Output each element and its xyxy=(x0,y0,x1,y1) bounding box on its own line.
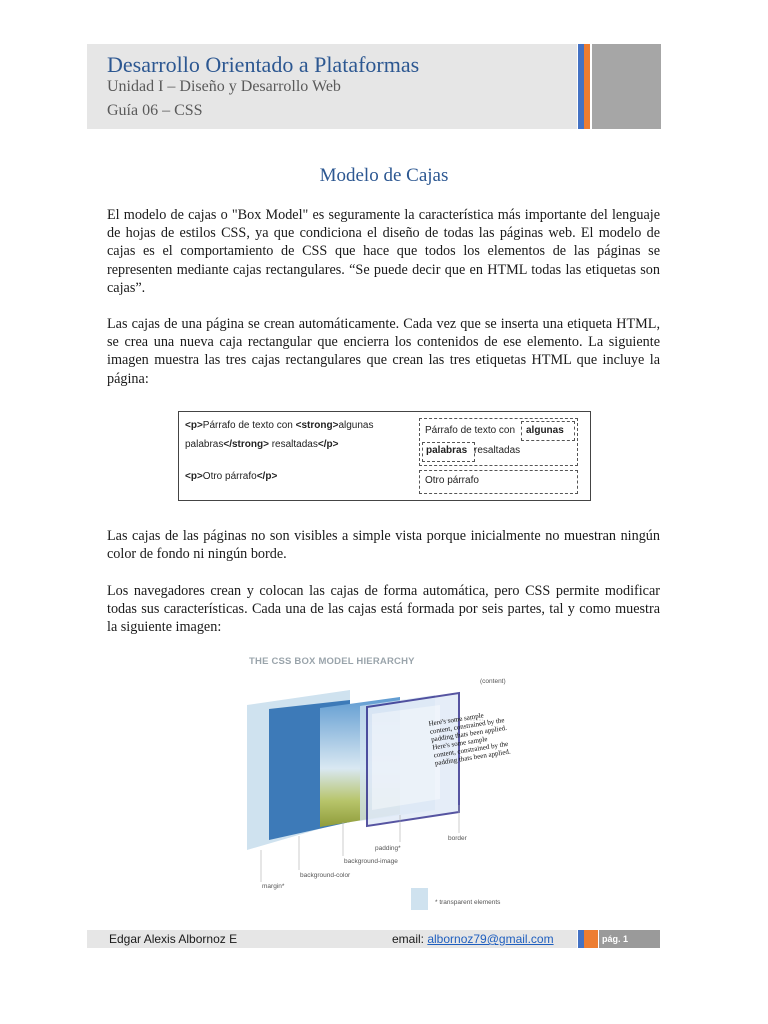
label-background-color: background-color xyxy=(300,872,351,879)
rendered-p2-text: Otro párrafo xyxy=(425,475,479,486)
page-number: pág. 1 xyxy=(599,930,660,948)
email-link[interactable]: albornoz79@gmail.com xyxy=(427,932,554,946)
document-header xyxy=(87,44,577,129)
paragraph-4: Los navegadores crean y colocan las cajas de forma automática, pero CSS permite modificar todas sus características. Cada una de las cajas está formada por seis partes, tal y como muestra la siguiente imagen: xyxy=(107,583,660,636)
paragraph-2: Las cajas de una página se crean automáticamente. Cada vez que se inserta una etiqueta HTML, se crea una nueva caja rectangular que encierra los contenidos de ese elemento. La siguiente imagen muestra las tres cajas rectangulares que crean las tres etiquetas HTML que incluye la página: xyxy=(107,316,660,387)
box-model-layers xyxy=(245,650,545,920)
paragraph-3: Las cajas de las páginas no son visibles a simple vista porque inicialmente no muestran ningún color de fondo ni ningún borde. xyxy=(107,528,660,563)
email-line xyxy=(392,932,554,946)
course-title: Desarrollo Orientado a Plataformas xyxy=(107,52,420,77)
transparent-swatch xyxy=(411,888,428,910)
rendered-line-1: Párrafo de texto con xyxy=(425,425,516,436)
code-line-3: <p>Otro párrafo</p> xyxy=(185,471,278,482)
code-line-1: <p>Párrafo de texto con <strong>algunas xyxy=(185,420,374,431)
rendered-strong-1: algunas xyxy=(526,425,564,436)
label-margin: margin* xyxy=(262,883,285,890)
sample-content-text: Here's some sample content, constrained by the padding thats been applied. Here's some sample content, constrained by the padding thats been applied. xyxy=(428,711,512,768)
label-border: border xyxy=(448,835,467,842)
label-transparent: * transparent elements xyxy=(435,899,501,906)
header-bar-orange xyxy=(584,44,590,129)
paragraph-1: El modelo de cajas o "Box Model" es seguramente la característica más importante del lenguaje de hojas de estilos CSS, ya que condiciona el diseño de todas las páginas web. El modelo de cajas es el comportamiento de CSS que hace que todos los elementos de las páginas se representen mediante cajas rectangulares. “Se puede decir que en HTML todas las etiquetas son cajas”. xyxy=(107,207,660,296)
section-title: Modelo de Cajas xyxy=(319,165,449,186)
guide-subtitle: Guía 06 – CSS xyxy=(107,102,203,119)
box-model-figure xyxy=(245,650,545,920)
label-content: (content) xyxy=(480,678,506,685)
footer-bar-orange xyxy=(584,930,598,948)
header-bar-gray xyxy=(592,44,661,129)
rendered-strong-2: palabras xyxy=(426,445,468,456)
rendered-text-2: resaltadas xyxy=(474,445,521,456)
email-label: email: xyxy=(392,932,428,946)
code-line-2: palabras</strong> resaltadas</p> xyxy=(185,439,339,450)
figure-title: THE CSS BOX MODEL HIERARCHY xyxy=(249,656,415,667)
label-background-image: background-image xyxy=(344,858,398,865)
label-padding: padding* xyxy=(375,845,401,852)
author-name: Edgar Alexis Albornoz E xyxy=(109,932,238,946)
document-footer xyxy=(87,930,577,948)
html-boxes-figure xyxy=(178,411,591,501)
unit-subtitle: Unidad I – Diseño y Desarrollo Web xyxy=(107,78,341,95)
